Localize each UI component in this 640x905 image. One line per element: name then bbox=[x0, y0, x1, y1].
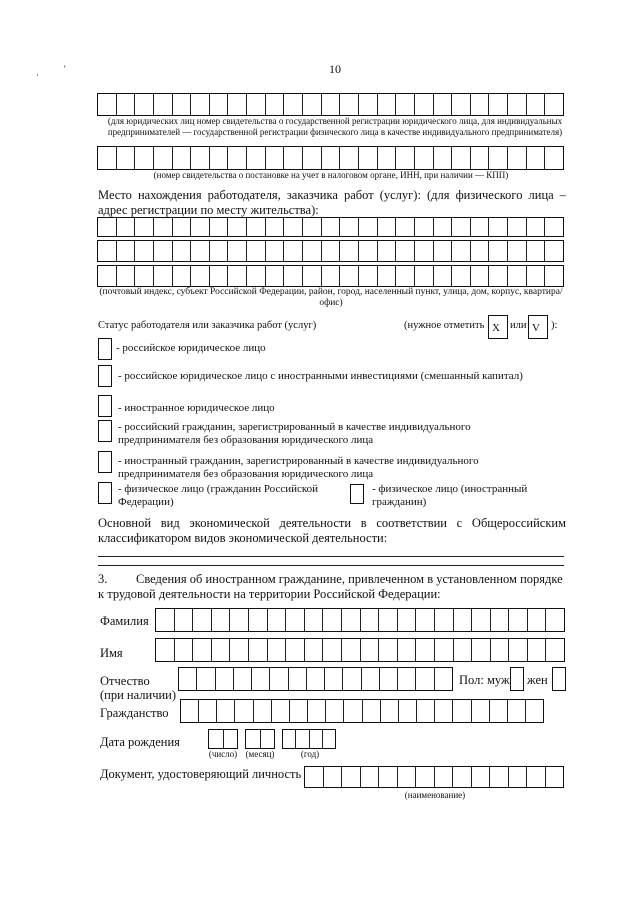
status-checkbox-3[interactable] bbox=[98, 395, 112, 417]
char-cell[interactable] bbox=[284, 218, 303, 236]
char-cell[interactable] bbox=[342, 639, 361, 661]
status-option-2: - российское юридическое лицо с иностранными инвестициями (смешанный капитал) bbox=[118, 370, 523, 382]
char-cell[interactable] bbox=[452, 218, 471, 236]
char-cell[interactable] bbox=[217, 700, 235, 722]
address-caption: (почтовый индекс, субъект Российской Федерации, район, город, населенный пункт, улица, дом, корпус, квартира/офис) bbox=[99, 287, 563, 308]
char-cell[interactable] bbox=[454, 639, 473, 661]
char-cell[interactable] bbox=[527, 241, 546, 261]
char-cell[interactable] bbox=[508, 700, 526, 722]
char-cell[interactable] bbox=[415, 94, 434, 115]
char-cell[interactable] bbox=[453, 700, 471, 722]
char-cell[interactable] bbox=[284, 94, 303, 115]
surname-grid[interactable] bbox=[155, 608, 565, 632]
char-cell[interactable] bbox=[249, 639, 268, 661]
char-cell[interactable] bbox=[452, 266, 471, 286]
char-cell[interactable] bbox=[434, 241, 453, 261]
char-cell[interactable] bbox=[283, 730, 296, 748]
char-cell[interactable] bbox=[359, 241, 378, 261]
document-caption: (наименование) bbox=[404, 790, 466, 800]
char-cell[interactable] bbox=[359, 266, 378, 286]
char-cell[interactable] bbox=[435, 767, 454, 787]
okved-line bbox=[98, 556, 564, 557]
char-cell[interactable] bbox=[173, 266, 192, 286]
char-cell[interactable] bbox=[379, 639, 398, 661]
location-label: Место нахождения работодателя, заказчика работ (услуг): (для физического лица – адрес регистрации по месту жительства): bbox=[98, 188, 566, 217]
char-cell[interactable] bbox=[247, 147, 266, 169]
char-cell[interactable] bbox=[266, 241, 285, 261]
char-cell[interactable] bbox=[489, 147, 508, 169]
char-cell[interactable] bbox=[117, 266, 136, 286]
char-cell[interactable] bbox=[266, 266, 285, 286]
char-cell[interactable] bbox=[508, 147, 527, 169]
char-cell[interactable] bbox=[509, 609, 528, 631]
birth-date-label: Дата рождения bbox=[100, 735, 180, 749]
char-cell[interactable] bbox=[247, 266, 266, 286]
char-cell[interactable] bbox=[246, 730, 261, 748]
char-cell[interactable] bbox=[154, 266, 173, 286]
char-cell[interactable] bbox=[193, 609, 212, 631]
scan-mark: ' bbox=[64, 64, 66, 74]
char-cell[interactable] bbox=[325, 668, 343, 690]
char-cell[interactable] bbox=[289, 668, 307, 690]
char-cell[interactable] bbox=[197, 668, 215, 690]
surname-label: Фамилия bbox=[100, 614, 149, 628]
char-cell[interactable] bbox=[181, 700, 199, 722]
char-cell[interactable] bbox=[527, 266, 546, 286]
char-cell[interactable] bbox=[527, 147, 546, 169]
mark-x-box bbox=[488, 315, 508, 339]
char-cell[interactable] bbox=[270, 668, 288, 690]
char-cell[interactable] bbox=[135, 241, 154, 261]
char-cell[interactable] bbox=[399, 700, 417, 722]
char-cell[interactable] bbox=[359, 218, 378, 236]
char-cell[interactable] bbox=[210, 266, 229, 286]
char-cell[interactable] bbox=[378, 266, 397, 286]
status-hint-prefix: (нужное отметить bbox=[404, 320, 485, 331]
char-cell[interactable] bbox=[508, 266, 527, 286]
char-cell[interactable] bbox=[296, 730, 309, 748]
day-caption: (число) bbox=[208, 749, 238, 759]
char-cell[interactable] bbox=[303, 218, 322, 236]
char-cell[interactable] bbox=[173, 218, 192, 236]
year-caption: (год) bbox=[300, 749, 320, 759]
char-cell[interactable] bbox=[322, 266, 341, 286]
char-cell[interactable] bbox=[284, 266, 303, 286]
char-cell[interactable] bbox=[322, 94, 341, 115]
char-cell[interactable] bbox=[268, 609, 287, 631]
char-cell[interactable] bbox=[247, 241, 266, 261]
individual-foreign-checkbox[interactable] bbox=[350, 484, 364, 504]
char-cell[interactable] bbox=[322, 147, 341, 169]
char-cell[interactable] bbox=[398, 668, 416, 690]
char-cell[interactable] bbox=[310, 730, 323, 748]
char-cell[interactable] bbox=[210, 147, 229, 169]
char-cell[interactable] bbox=[361, 609, 380, 631]
char-cell[interactable] bbox=[117, 94, 136, 115]
char-cell[interactable] bbox=[489, 94, 508, 115]
char-cell[interactable] bbox=[135, 94, 154, 115]
char-cell[interactable] bbox=[268, 639, 287, 661]
char-cell[interactable] bbox=[472, 700, 490, 722]
status-checkbox-2[interactable] bbox=[98, 365, 112, 387]
char-cell[interactable] bbox=[398, 609, 417, 631]
char-cell[interactable] bbox=[379, 767, 398, 787]
char-cell[interactable] bbox=[434, 147, 453, 169]
char-cell[interactable] bbox=[472, 767, 491, 787]
char-cell[interactable] bbox=[135, 218, 154, 236]
char-cell[interactable] bbox=[378, 147, 397, 169]
char-cell[interactable] bbox=[234, 668, 252, 690]
char-cell[interactable] bbox=[117, 218, 136, 236]
char-cell[interactable] bbox=[191, 147, 210, 169]
sex-female-checkbox[interactable] bbox=[552, 667, 566, 691]
char-cell[interactable] bbox=[286, 639, 305, 661]
char-cell[interactable] bbox=[491, 609, 510, 631]
char-cell[interactable] bbox=[179, 668, 197, 690]
char-cell[interactable] bbox=[471, 218, 490, 236]
char-cell[interactable] bbox=[199, 700, 217, 722]
char-cell[interactable] bbox=[508, 241, 527, 261]
char-cell[interactable] bbox=[471, 241, 490, 261]
char-cell[interactable] bbox=[303, 94, 322, 115]
char-cell[interactable] bbox=[342, 767, 361, 787]
char-cell[interactable] bbox=[322, 218, 341, 236]
status-option-5: - иностранный гражданин, зарегистрированный в качестве индивидуального предпринимателя без образования юридического лица bbox=[118, 455, 479, 480]
individual-ru-checkbox[interactable] bbox=[98, 482, 112, 504]
char-cell[interactable] bbox=[286, 609, 305, 631]
status-option-1: - российское юридическое лицо bbox=[116, 342, 266, 354]
sex-male-checkbox[interactable] bbox=[510, 667, 524, 691]
status-label: Статус работодателя или заказчика работ (услуг) bbox=[98, 320, 317, 331]
char-cell[interactable] bbox=[340, 266, 359, 286]
name-grid[interactable] bbox=[155, 638, 565, 662]
char-cell[interactable] bbox=[284, 241, 303, 261]
char-cell[interactable] bbox=[340, 241, 359, 261]
char-cell[interactable] bbox=[228, 147, 247, 169]
char-cell[interactable] bbox=[305, 609, 324, 631]
char-cell[interactable] bbox=[191, 241, 210, 261]
char-cell[interactable] bbox=[98, 241, 117, 261]
char-cell[interactable] bbox=[98, 94, 117, 115]
char-cell[interactable] bbox=[154, 94, 173, 115]
status-checkbox-4[interactable] bbox=[98, 420, 112, 442]
char-cell[interactable] bbox=[272, 700, 290, 722]
sex-male-label: Пол: муж bbox=[459, 673, 510, 687]
char-cell[interactable] bbox=[362, 668, 380, 690]
char-cell[interactable] bbox=[173, 147, 192, 169]
char-cell[interactable] bbox=[191, 218, 210, 236]
birth-day-grid[interactable] bbox=[208, 729, 238, 749]
char-cell[interactable] bbox=[209, 730, 224, 748]
ogrn-grid[interactable] bbox=[97, 93, 564, 116]
section3-title: Сведения об иностранном гражданине, привлеченном в установленном порядке к трудовой деятельности на территории Российской Федерации: bbox=[98, 572, 563, 601]
char-cell[interactable] bbox=[98, 147, 117, 169]
okved-label: Основной вид экономической деятельности в соответствии с Общероссийским классификатором видов экономической деятельности: bbox=[98, 516, 566, 545]
char-cell[interactable] bbox=[416, 639, 435, 661]
mark-v-box bbox=[528, 315, 548, 339]
char-cell[interactable] bbox=[435, 639, 454, 661]
char-cell[interactable] bbox=[303, 266, 322, 286]
char-cell[interactable] bbox=[452, 94, 471, 115]
char-cell[interactable] bbox=[489, 241, 508, 261]
address-grid-2[interactable] bbox=[97, 240, 564, 262]
char-cell[interactable] bbox=[212, 609, 231, 631]
char-cell[interactable] bbox=[396, 94, 415, 115]
char-cell[interactable] bbox=[175, 639, 194, 661]
char-cell[interactable] bbox=[528, 639, 547, 661]
char-cell[interactable] bbox=[434, 94, 453, 115]
citizenship-grid[interactable] bbox=[180, 699, 544, 723]
char-cell[interactable] bbox=[490, 767, 509, 787]
status-checkbox-5[interactable] bbox=[98, 451, 112, 473]
month-caption: (месяц) bbox=[245, 749, 275, 759]
char-cell[interactable] bbox=[528, 609, 547, 631]
char-cell[interactable] bbox=[471, 94, 490, 115]
char-cell[interactable] bbox=[381, 700, 399, 722]
char-cell[interactable] bbox=[254, 700, 272, 722]
citizenship-label: Гражданство bbox=[100, 706, 169, 720]
char-cell[interactable] bbox=[546, 639, 564, 661]
char-cell[interactable] bbox=[435, 668, 452, 690]
char-cell[interactable] bbox=[396, 218, 415, 236]
individual-ru-label: - физическое лицо (гражданин Российской Федерации) bbox=[118, 483, 319, 508]
char-cell[interactable] bbox=[396, 266, 415, 286]
char-cell[interactable] bbox=[210, 94, 229, 115]
char-cell[interactable] bbox=[545, 147, 563, 169]
char-cell[interactable] bbox=[508, 94, 527, 115]
status-option-4: - российский гражданин, зарегистрированный в качестве индивидуального предпринимателя без образования юридического лица bbox=[118, 421, 471, 446]
char-cell[interactable] bbox=[261, 730, 275, 748]
char-cell[interactable] bbox=[416, 767, 435, 787]
section3-number: 3. bbox=[98, 572, 108, 586]
birth-month-grid[interactable] bbox=[245, 729, 275, 749]
char-cell[interactable] bbox=[398, 639, 417, 661]
char-cell[interactable] bbox=[191, 266, 210, 286]
char-cell[interactable] bbox=[98, 218, 117, 236]
char-cell[interactable] bbox=[212, 639, 231, 661]
char-cell[interactable] bbox=[509, 639, 528, 661]
char-cell[interactable] bbox=[154, 147, 173, 169]
status-option-3: - иностранное юридическое лицо bbox=[118, 402, 275, 414]
char-cell[interactable] bbox=[252, 668, 270, 690]
char-cell[interactable] bbox=[491, 639, 510, 661]
patronymic-grid[interactable] bbox=[178, 667, 453, 691]
page-number: 10 bbox=[329, 62, 341, 76]
char-cell[interactable] bbox=[266, 218, 285, 236]
char-cell[interactable] bbox=[156, 609, 175, 631]
scan-mark: · bbox=[36, 70, 39, 80]
char-cell[interactable] bbox=[526, 700, 543, 722]
char-cell[interactable] bbox=[98, 266, 117, 286]
char-cell[interactable] bbox=[323, 609, 342, 631]
char-cell[interactable] bbox=[398, 767, 417, 787]
char-cell[interactable] bbox=[527, 218, 546, 236]
char-cell[interactable] bbox=[173, 94, 192, 115]
char-cell[interactable] bbox=[228, 218, 247, 236]
char-cell[interactable] bbox=[216, 668, 234, 690]
char-cell[interactable] bbox=[435, 609, 454, 631]
char-cell[interactable] bbox=[378, 94, 397, 115]
name-label: Имя bbox=[100, 646, 123, 660]
char-cell[interactable] bbox=[489, 218, 508, 236]
char-cell[interactable] bbox=[228, 266, 247, 286]
char-cell[interactable] bbox=[193, 639, 212, 661]
char-cell[interactable] bbox=[135, 147, 154, 169]
status-hint-or: или bbox=[510, 320, 527, 331]
char-cell[interactable] bbox=[342, 609, 361, 631]
char-cell[interactable] bbox=[224, 730, 238, 748]
char-cell[interactable] bbox=[247, 218, 266, 236]
char-cell[interactable] bbox=[290, 700, 308, 722]
char-cell[interactable] bbox=[191, 94, 210, 115]
ogrn-caption: (для юридических лиц номер свидетельства о государственной регистрации юридического лица, для индивидуальных предпринимателей — государственной регистрации физического лица в качестве индивидуального предпринимателя) bbox=[107, 116, 563, 137]
char-cell[interactable] bbox=[546, 609, 564, 631]
char-cell[interactable] bbox=[303, 241, 322, 261]
char-cell[interactable] bbox=[228, 241, 247, 261]
char-cell[interactable] bbox=[416, 668, 434, 690]
char-cell[interactable] bbox=[378, 241, 397, 261]
char-cell[interactable] bbox=[247, 94, 266, 115]
char-cell[interactable] bbox=[359, 94, 378, 115]
char-cell[interactable] bbox=[210, 218, 229, 236]
address-grid-1[interactable] bbox=[97, 217, 564, 237]
char-cell[interactable] bbox=[416, 609, 435, 631]
inn-grid[interactable] bbox=[97, 146, 564, 170]
char-cell[interactable] bbox=[472, 639, 491, 661]
char-cell[interactable] bbox=[471, 147, 490, 169]
char-cell[interactable] bbox=[452, 147, 471, 169]
char-cell[interactable] bbox=[434, 218, 453, 236]
char-cell[interactable] bbox=[284, 147, 303, 169]
char-cell[interactable] bbox=[415, 218, 434, 236]
char-cell[interactable] bbox=[117, 147, 136, 169]
char-cell[interactable] bbox=[340, 147, 359, 169]
char-cell[interactable] bbox=[545, 266, 563, 286]
char-cell[interactable] bbox=[230, 639, 249, 661]
sex-female-label: жен bbox=[527, 673, 548, 687]
char-cell[interactable] bbox=[305, 767, 324, 787]
char-cell[interactable] bbox=[154, 218, 173, 236]
char-cell[interactable] bbox=[361, 639, 380, 661]
char-cell[interactable] bbox=[173, 241, 192, 261]
birth-year-grid[interactable] bbox=[282, 729, 336, 749]
char-cell[interactable] bbox=[489, 266, 508, 286]
char-cell[interactable] bbox=[527, 94, 546, 115]
char-cell[interactable] bbox=[228, 94, 247, 115]
char-cell[interactable] bbox=[454, 609, 473, 631]
status-hint-suffix: ): bbox=[551, 320, 558, 331]
char-cell[interactable] bbox=[545, 218, 563, 236]
char-cell[interactable] bbox=[415, 266, 434, 286]
char-cell[interactable] bbox=[379, 609, 398, 631]
char-cell[interactable] bbox=[453, 767, 472, 787]
mark-v: V bbox=[532, 322, 540, 334]
char-cell[interactable] bbox=[396, 147, 415, 169]
char-cell[interactable] bbox=[156, 639, 175, 661]
char-cell[interactable] bbox=[415, 147, 434, 169]
char-cell[interactable] bbox=[326, 700, 344, 722]
document-label: Документ, удостоверяющий личность bbox=[100, 767, 302, 781]
individual-foreign-label: - физическое лицо (иностранный гражданин) bbox=[372, 483, 528, 508]
char-cell[interactable] bbox=[322, 241, 341, 261]
char-cell[interactable] bbox=[508, 218, 527, 236]
char-cell[interactable] bbox=[230, 609, 249, 631]
patronymic-label: Отчество bbox=[100, 674, 150, 688]
inn-caption: (номер свидетельства о постановке на учет в налоговом органе, ИНН, при наличии — КПП) bbox=[153, 170, 509, 180]
address-grid-3[interactable] bbox=[97, 265, 564, 287]
char-cell[interactable] bbox=[154, 241, 173, 261]
char-cell[interactable] bbox=[135, 266, 154, 286]
char-cell[interactable] bbox=[303, 147, 322, 169]
char-cell[interactable] bbox=[323, 639, 342, 661]
char-cell[interactable] bbox=[359, 147, 378, 169]
char-cell[interactable] bbox=[545, 94, 563, 115]
char-cell[interactable] bbox=[452, 241, 471, 261]
char-cell[interactable] bbox=[117, 241, 136, 261]
char-cell[interactable] bbox=[363, 700, 381, 722]
char-cell[interactable] bbox=[545, 241, 563, 261]
char-cell[interactable] bbox=[210, 241, 229, 261]
char-cell[interactable] bbox=[527, 767, 546, 787]
char-cell[interactable] bbox=[308, 700, 326, 722]
status-checkbox-1[interactable] bbox=[98, 338, 112, 360]
char-cell[interactable] bbox=[380, 668, 398, 690]
char-cell[interactable] bbox=[472, 609, 491, 631]
char-cell[interactable] bbox=[343, 668, 361, 690]
char-cell[interactable] bbox=[344, 700, 362, 722]
char-cell[interactable] bbox=[235, 700, 253, 722]
char-cell[interactable] bbox=[249, 609, 268, 631]
char-cell[interactable] bbox=[415, 241, 434, 261]
char-cell[interactable] bbox=[546, 767, 564, 787]
char-cell[interactable] bbox=[266, 147, 285, 169]
mark-x: X bbox=[492, 322, 500, 334]
char-cell[interactable] bbox=[324, 767, 343, 787]
char-cell[interactable] bbox=[340, 218, 359, 236]
char-cell[interactable] bbox=[307, 668, 325, 690]
char-cell[interactable] bbox=[435, 700, 453, 722]
char-cell[interactable] bbox=[305, 639, 324, 661]
char-cell[interactable] bbox=[361, 767, 380, 787]
char-cell[interactable] bbox=[509, 767, 528, 787]
okved-line bbox=[98, 565, 564, 566]
document-grid[interactable] bbox=[304, 766, 564, 788]
char-cell[interactable] bbox=[396, 241, 415, 261]
char-cell[interactable] bbox=[490, 700, 508, 722]
char-cell[interactable] bbox=[434, 266, 453, 286]
char-cell[interactable] bbox=[175, 609, 194, 631]
char-cell[interactable] bbox=[340, 94, 359, 115]
char-cell[interactable] bbox=[378, 218, 397, 236]
char-cell[interactable] bbox=[266, 94, 285, 115]
patronymic-note: (при наличии) bbox=[100, 688, 177, 702]
char-cell[interactable] bbox=[471, 266, 490, 286]
char-cell[interactable] bbox=[323, 730, 335, 748]
char-cell[interactable] bbox=[417, 700, 435, 722]
